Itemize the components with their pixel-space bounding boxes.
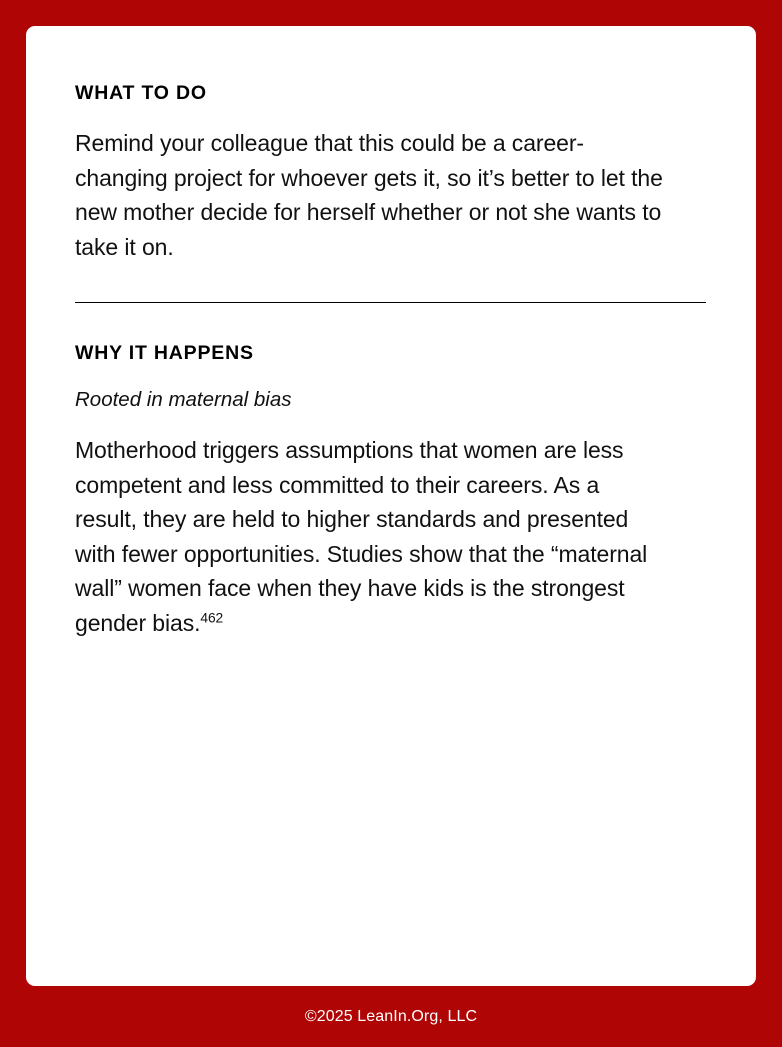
section-heading-what-to-do: WHAT TO DO <box>75 82 207 104</box>
card-inner <box>26 26 756 640</box>
section-body-why-it-happens-text: Motherhood triggers assumptions that women are less competent and less committed to their careers. As a result, they are held to higher standards and presented with fewer opportunities. Studies show that the “maternal wall” women face when they have kids is the strongest gender bias. <box>75 437 648 636</box>
section-divider <box>75 302 706 303</box>
section-body-why-it-happens <box>75 433 660 640</box>
section-body-what-to-do: Remind your colleague that this could be a career-changing project for whoever gets it, so it’s better to let the new mother decide for herself whether or not she wants to take it on. <box>75 130 663 260</box>
section-subtitle-why-it-happens: Rooted in maternal bias <box>75 387 292 411</box>
footer-copyright: ©2025 LeanIn.Org, LLC <box>304 1007 478 1025</box>
section-what-to-do <box>75 82 706 264</box>
section-why-it-happens <box>75 342 706 640</box>
content-card <box>26 26 756 986</box>
section-heading-why-it-happens: WHY IT HAPPENS <box>75 342 254 365</box>
footnote-reference: 462 <box>200 610 224 626</box>
footer-bar <box>0 986 782 1047</box>
